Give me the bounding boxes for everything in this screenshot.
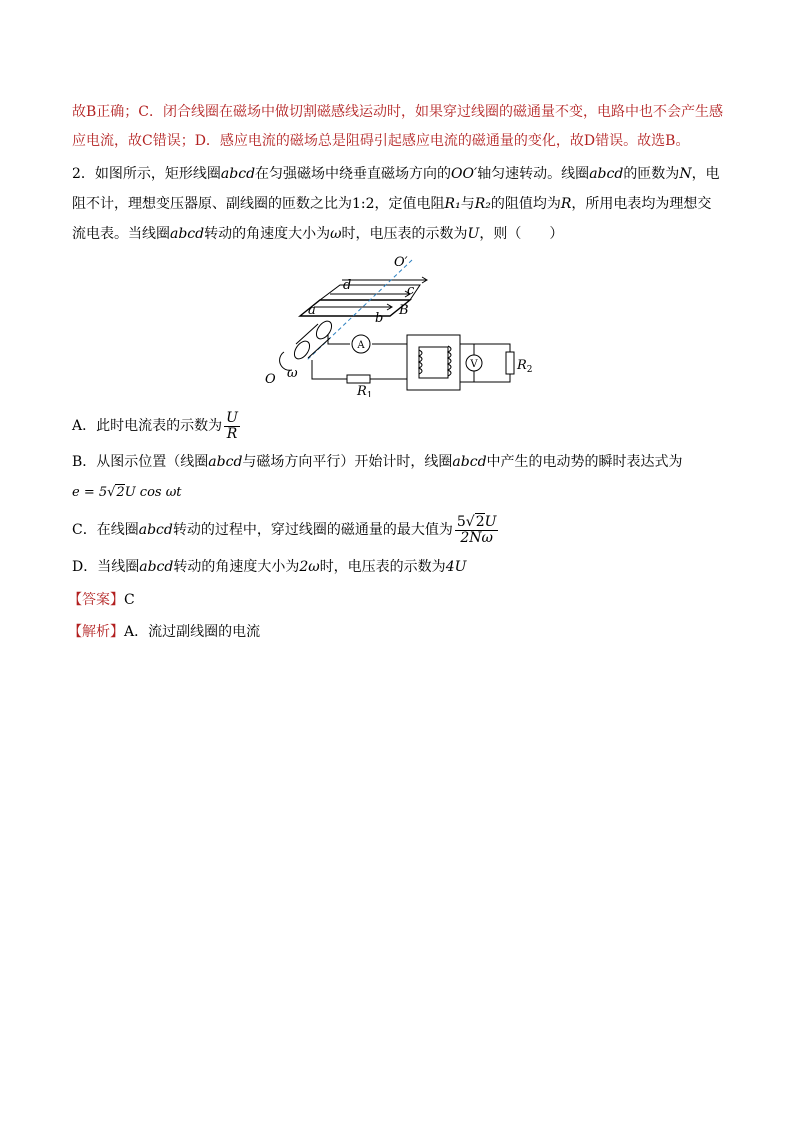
- resistor-r1: [347, 375, 370, 383]
- prev-answer-line-2: 应电流，故C错误；D．感应电流的磁场总是阻碍引起感应电流的磁通量的变化，故D错误。故选B。: [72, 133, 690, 149]
- label-a: a: [308, 303, 316, 318]
- label-o-prime: O′: [394, 255, 408, 270]
- label-field-b: B: [399, 303, 409, 318]
- transformer-core-inner: [419, 347, 448, 378]
- question-line-2: 阻不计，理想变压器原、副线圈的匝数之比为1:2，定值电阻R₁与R₂的阻值均为R，所用电表均为理想交: [72, 196, 712, 212]
- transformer-core: [407, 335, 460, 390]
- question-line-1: 2．如图所示，矩形线圈abcd在匀强磁场中绕垂直磁场方向的OO′轴匀速转动。线圈abcd的匝数为N，电: [72, 166, 720, 182]
- option-a: A．此时电流表的示数为 $\frac{U}{R}$: [72, 409, 238, 442]
- answer-line: 【答案】C: [68, 592, 135, 608]
- generator-transformer-circuit-figure: [262, 252, 542, 397]
- wire: [460, 344, 510, 352]
- ammeter-label: A: [357, 340, 365, 351]
- analysis-line: 【解析】A．流过副线圈的电流: [68, 624, 261, 640]
- option-b-formula: e = 5√2U cos ωt: [72, 485, 182, 500]
- option-c: C．在线圈abcd转动的过程中，穿过线圈的磁通量的最大值为 $\frac{5√2U}{2N\omega}$: [72, 513, 497, 546]
- option-b-line-1: B．从图示位置（线圈abcd与磁场方向平行）开始计时，线圈abcd中产生的电动势的瞬时表达式为: [72, 454, 683, 470]
- label-o: O: [265, 372, 276, 387]
- label-b: b: [375, 311, 384, 326]
- slip-ring: [313, 318, 334, 341]
- coil-top: [320, 285, 420, 300]
- option-d: D．当线圈abcd转动的角速度大小为2ω时，电压表的示数为4U: [72, 559, 467, 575]
- resistor-r2: [506, 352, 514, 374]
- label-omega: ω: [287, 366, 298, 381]
- voltmeter-label: V: [470, 359, 478, 370]
- wire: [312, 360, 347, 379]
- label-r2: $R_2$: [517, 358, 533, 375]
- label-c: c: [407, 283, 415, 298]
- wire: [460, 374, 510, 382]
- shaft-edge: [308, 338, 330, 358]
- fraction-u-over-r: $\frac{U}{R}$: [226, 409, 238, 442]
- label-d: d: [343, 278, 352, 293]
- wire: [328, 334, 350, 344]
- label-r1: $R_1$: [357, 384, 373, 397]
- prev-answer-line-1: 故B正确；C．闭合线圈在磁场中做切割磁感线运动时，如果穿过线圈的磁通量不变，电路中也不会产生感: [72, 104, 723, 120]
- fraction-max-flux: $\frac{5√2U}{2N\omega}$: [456, 513, 497, 546]
- question-line-3: 流电表。当线圈abcd转动的角速度大小为ω时，电压表的示数为U，则（ ）: [72, 226, 564, 242]
